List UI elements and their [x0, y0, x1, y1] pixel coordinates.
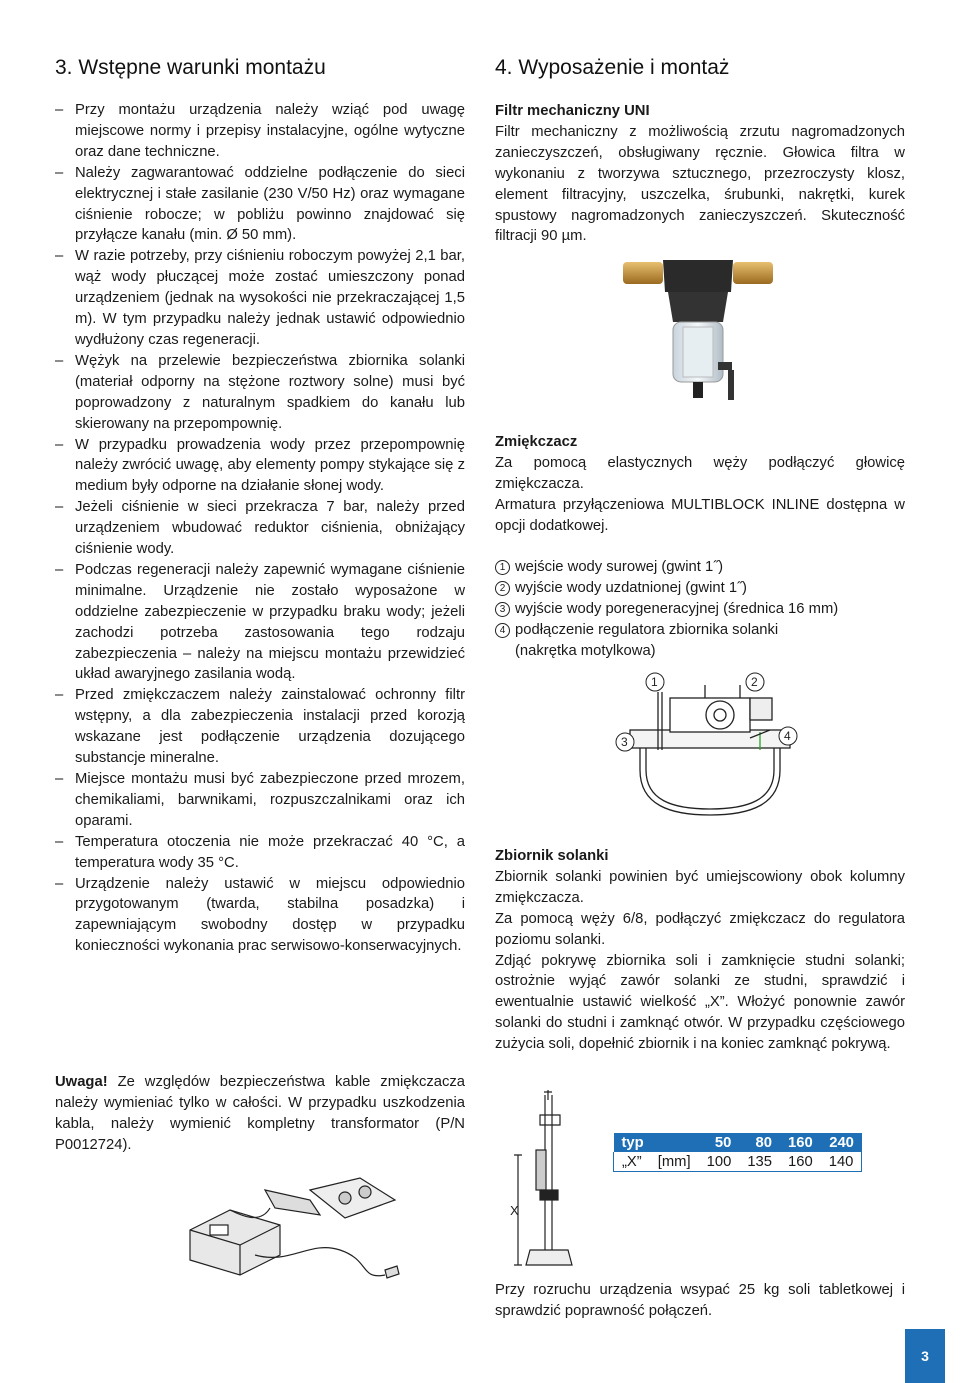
table-cell: 240 [821, 1133, 862, 1152]
table-row [614, 1152, 862, 1172]
page-number: 3 [905, 1329, 945, 1383]
list-item-continuation: (nakrętka motylkowa) [515, 642, 656, 659]
list-item-text: wyjście wody poregeneracyjnej (średnica 16 mm) [515, 600, 839, 617]
list-item: – Przed zmiękczaczem należy zainstalować ochronny filtr wstępny, a dla zabezpieczenia instalacji przed korozją wskazane jest podłączenie urządzenia dozującego substancje mineralne. [55, 685, 465, 769]
diagram-label: 3 [621, 735, 628, 749]
list-item [495, 620, 905, 641]
list-item: – Należy zagwarantować oddzielne podłączenie do sieci elektrycznej i stałe zasilanie (230 V/50 Hz) oraz wymagane ciśnienie robocze; w pobliżu powinno znajdować się przyłącze kanału (min. Ø 50 mm). [55, 163, 465, 247]
list-item: – W razie potrzeby, przy ciśnieniu roboczym powyżej 2,1 bar, wąż wody płuczącej może zostać umieszczony ponad urządzeniem (jednak na wysokości nie przekraczającej 1,5 m). W tym przypadku należy jednak ustawić odpowiednio wydłużony czas regeneracji. [55, 246, 465, 351]
number-badge: 1 [495, 560, 510, 575]
table-cell: 50 [699, 1133, 740, 1152]
brine-section [495, 846, 905, 1055]
brine-valve-drawing [500, 1090, 600, 1270]
filter-heading: Filtr mechaniczny UNI [495, 103, 650, 119]
list-item-text: wyjście wody uzdatnionej (gwint 1˝) [515, 579, 747, 596]
list-item: – W przypadku prowadzenia wody przez przepompownię należy zwrócić uwagę, aby elementy pompy stykające się z medium były odporne na działanie słonej wody. [55, 435, 465, 498]
filter-text: Filtr mechaniczny z możliwością zrzutu nagromadzonych zanieczyszczeń, obsługiwany ręcznie. Głowica filtra w wykonaniu z tworzywa sztucznego, przezroczysty klosz, element filtracyjny, uszczelka, śrubunki, nakrętki, kurek spustowy nagromadzonych zanieczyszczeń. Skuteczność filtracji 90 µm. [495, 123, 905, 245]
list-item: – Jeżeli ciśnienie w sieci przekracza 7 bar, należy przed urządzeniem wbudować reduktor ciśnienia, obniżający ciśnienie wody. [55, 497, 465, 560]
number-badge: 4 [495, 623, 510, 638]
section-3-title: 3. Wstępne warunki montażu [55, 56, 326, 79]
diagram-label: 1 [651, 675, 658, 689]
warning-paragraph [55, 1072, 465, 1156]
startup-text: Przy rozruchu urządzenia wsypać 25 kg soli tabletkowej i sprawdzić poprawność połączeń. [495, 1282, 905, 1319]
x-dimension-label: X [510, 1203, 519, 1218]
diagram-label: 4 [784, 729, 791, 743]
table-header-row [614, 1133, 862, 1152]
startup-note [495, 1280, 905, 1322]
number-badge: 3 [495, 602, 510, 617]
list-item-text: podłączenie regulatora zbiornika solanki [515, 621, 779, 638]
list-item: – Urządzenie należy ustawić w miejscu odpowiednio przygotowanym (twarda, stabilna posadzka) i zapewniającym swobodny dostęp w przypadku konieczności wykonania prac serwisowo-konserwacyjnych. [55, 874, 465, 958]
number-badge: 2 [495, 581, 510, 596]
table-cell: 140 [821, 1152, 862, 1172]
softener-head-diagram [610, 670, 810, 820]
brine-text-3: Zdjąć pokrywę zbiornika soli i zamknięcie studni solanki; ostrożnie wyjąć zawór solanki ze studni, sprawdzić i ewentualnie ustawić wielkość „X”. Włożyć ponownie zawór solanki do studni i zamknąć otwór. W przypadku częściowego zużycia soli, dopełnić zbiornik i na koniec zamknąć pokrywą. [495, 952, 905, 1053]
list-item [495, 578, 905, 599]
warning-label: Uwaga! [55, 1074, 108, 1090]
softener-text-1: Za pomocą elastycznych węży podłączyć głowicę zmiękczacza. [495, 454, 905, 492]
warning-text: Ze względów bezpieczeństwa kable zmiękczacza należy wymieniać tylko w całości. W przypadku uszkodzenia kabla, należy wymienić kompletny transformator (P/N P0012724). [55, 1074, 465, 1153]
table-cell: 160 [780, 1152, 821, 1172]
brine-text-1: Zbiornik solanki powinien być umiejscowiony obok kolumny zmiękczacza. [495, 868, 905, 906]
table-cell: 135 [739, 1152, 780, 1172]
connection-list [495, 557, 905, 662]
diagram-label: 2 [751, 675, 758, 689]
table-header-label: typ [614, 1133, 699, 1152]
list-item: – Podczas regeneracji należy zapewnić wymagane ciśnienie minimalne. Urządzenie nie zostało wyposażone w oddzielne zabezpieczenie w przypadku braku wody; jeżeli zachodzi potrzeba zastosowania tego rodzaju zabezpieczenia – należy na miejscu montażu przewidzieć układ awaryjnego zasilania wodą. [55, 560, 465, 685]
list-item-text: wejście wody surowej (gwint 1˝) [515, 559, 724, 575]
list-item: – Wężyk na przelewie bezpieczeństwa zbiornika solanki (materiał odporny na stężone roztwory solne) musi być poprowadzony z naturalnym spadkiem do kanału lub skierowany na przepompownię. [55, 351, 465, 435]
list-item [495, 557, 905, 578]
requirements-list [55, 100, 465, 957]
table-row-unit: [mm] [650, 1152, 699, 1172]
brine-heading: Zbiornik solanki [495, 848, 609, 864]
softener-text-2: Armatura przyłączeniowa MULTIBLOCK INLINE dostępna w opcji dodatkowej. [495, 496, 905, 534]
table-cell: 100 [699, 1152, 740, 1172]
softener-heading: Zmiękczacz [495, 434, 578, 450]
table-row-label: „X” [614, 1152, 650, 1172]
list-item: – Temperatura otoczenia nie może przekraczać 40 °C, a temperatura wody 35 °C. [55, 832, 465, 874]
list-item: – Miejsce montażu musi być zabezpieczone przed mrozem, chemikaliami, barwnikami, rozpuszczalnikami oraz ich oparami. [55, 769, 465, 832]
softener-section [495, 432, 905, 537]
table-cell: 160 [780, 1133, 821, 1152]
brine-text-2: Za pomocą węży 6/8, podłączyć zmiękczacz do regulatora poziomu solanki. [495, 910, 905, 948]
brine-valve-table [613, 1133, 862, 1172]
list-item [495, 599, 905, 620]
section-4-title: 4. Wyposażenie i montaż [495, 56, 730, 79]
table-cell: 80 [739, 1133, 780, 1152]
filter-section [495, 101, 905, 247]
list-item: – Przy montażu urządzenia należy wziąć pod uwagę miejscowe normy i przepisy instalacyjne, ogólne wytyczne oraz dane techniczne. [55, 100, 465, 163]
filter-illustration [623, 252, 783, 412]
transformer-illustration [170, 1170, 410, 1290]
